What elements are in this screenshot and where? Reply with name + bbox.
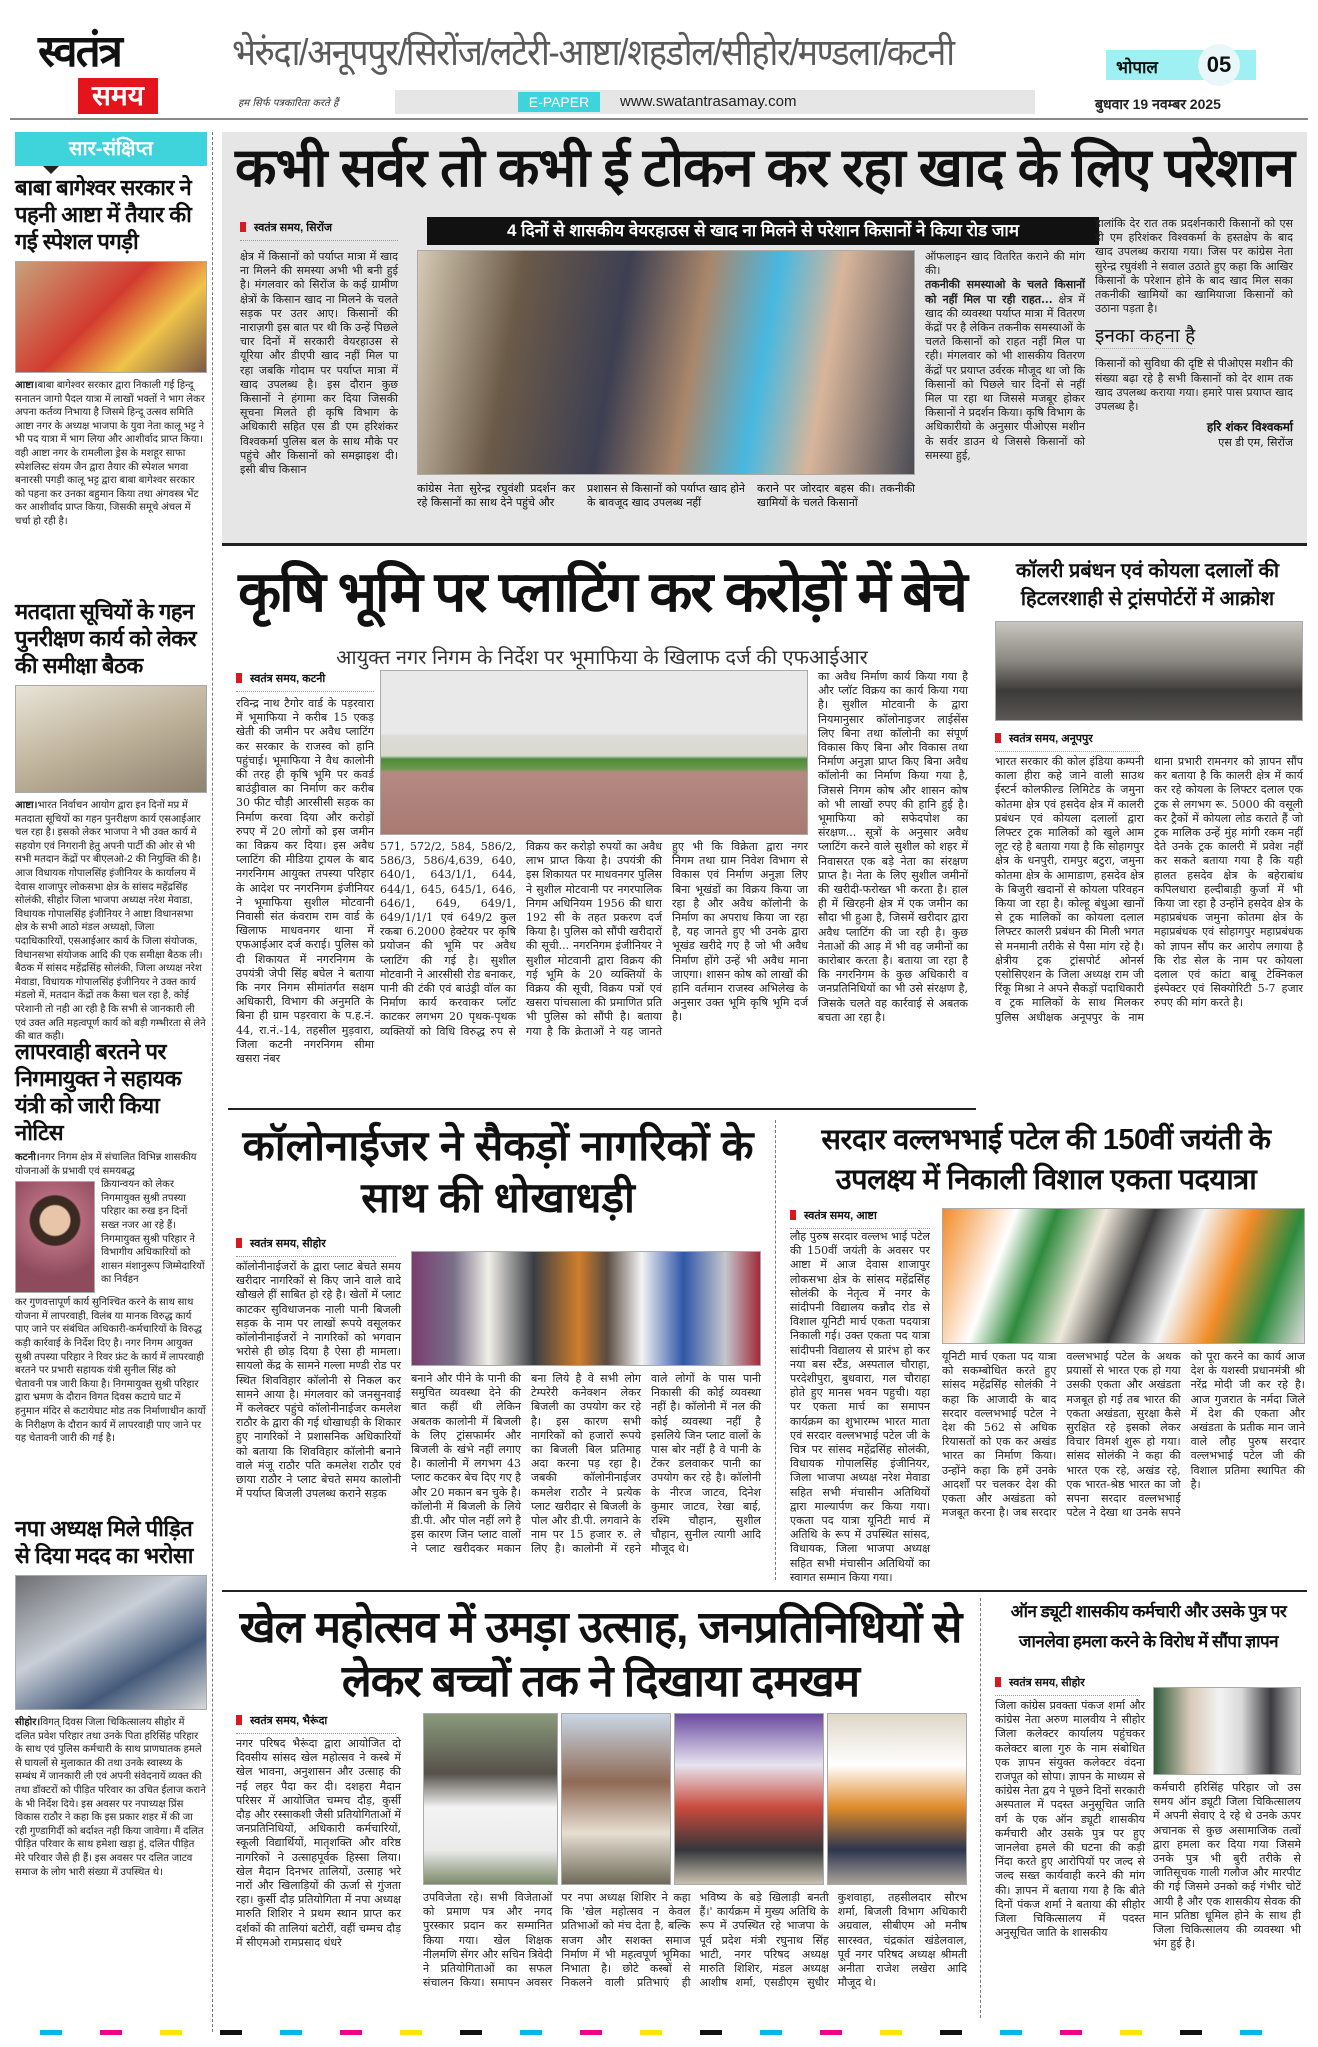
byline: स्वतंत्र समय, सीहोर <box>995 1675 1140 1696</box>
issue-date: बुधवार 19 नवम्बर 2025 <box>1095 96 1221 112</box>
edition-city: भोपाल <box>1116 58 1158 77</box>
quote-title: एस डी एम, सिरोंज <box>1218 436 1293 450</box>
brief-body: कर गुणवत्तापूर्ण कार्य सुनिश्चित करने के साथ साथ योजना में लापरवाही, विलंब या मानक विरुद्ध कार्य पाए जाने पर संबंधित अधिकारी-कर्मचारियों के विरुद्ध कड़ी कार्रवाई के निर्देश दिए है। नगर निगम आयुक्त सुश्री तपस्या परिहार ने रिवर फ्रंट के कार्य में लापरवाही बरतने पर प्रभारी सहायक यंत्री सुनील सिंह को चेतावनी पत्र जारी किया है। निगमायुक्त सुश्री परिहार द्वारा भ्रमण के दौरान विगत दिवस कटाये घाट में हनुमान मंदिर से कटायेघाट मोड तक निर्माणाधीन कार्यो के निरीक्षण के दौरान कार्य में लापरवाही पाए जाने पर यह चेतावनी जारी की गई है। <box>15 1297 206 1445</box>
brief-story <box>15 598 207 1044</box>
brief-dateline: सीहोर। <box>15 1717 41 1728</box>
krishi-col-right: का अवैध निर्माण कार्य किया गया है और प्लॉट विक्रय का कार्य किया गया है। सुशील मोटवानी के द्वारा नियमानुसार कॉलोनाइजर लाईसेंस लिए बिना तथा कॉलोनी का संपूर्ण विकास किए बिना और विकास तथा निर्माण अनुज्ञा प्राप्त किए बिना अवैध कॉलोनी का निर्माण किया गया है, जिससे निगम कोष और शासन कोष को भी लाखों रुपए की हानि हुई है। भूमाफिया को सफेदपोश का संरक्षण... सूत्रों के अनुसार अवैध प्लाटिंग करने वाले सुशील को शहर में निवासरत एक बड़े नेता का संरक्षण प्राप्त है। नेता के लिए सुशील जमीनों की खरीदी-फरोख्त भी करता है। हाल ही में खिरहनी क्षेत्र में एक जमीन का सौदा भी हुआ है, जिसमें खरीदार द्वारा अवैध प्लाटिंग की जा रही है। कुछ नेताओं की आड़ में भी वह जमीनों का कारोबार करता है। बताया जा रहा है कि नगरनिगम के कुछ अधिकारी व जनप्रतिनिधियों का भी उसे संरक्षण है, जिसके चलते वह कार्रवाई से अबतक बचता आ रहा है। <box>818 670 968 1024</box>
masthead-rule <box>10 118 1308 120</box>
brief-dateline: आष्टा। <box>15 800 38 811</box>
top-subhead: 4 दिनों से शासकीय वेयरहाउस से खाद ना मिलने से परेशान किसानों ने किया रोड जाम <box>427 217 1099 245</box>
duty-headline: ऑन ड्यूटी शासकीय कर्मचारी और उसके पुत्र पर जानलेवा हमला करने के विरोध में सौंपा ज्ञापन <box>1010 1602 1287 1651</box>
section-rule <box>222 1590 1307 1592</box>
brief-story <box>15 1515 207 1879</box>
khel-col1: नगर परिषद भैरूंदा द्वारा आयोजित दो दिवसीय सांसद खेल महोत्सव ने कस्बे में खेल भावना, अनुशासन और उत्साह की नई लहर पैदा कर दी। दशहरा मैदान परिसर में आयोजित चम्मच दौड़, कुर्सी दौड़ और रस्साकशी जैसी प्रतियोगिताओं में जनप्रतिनिधियों, अधिकारी कर्मचारियों, स्कूली विद्यार्थियों, मातृशक्ति और वरिष्ठ नागरिकों ने उत्साहपूर्वक हिस्सा लिया। खेल मैदान दिनभर तालियों, उत्साह भरे नारों और खिलाड़ियों की ऊर्जा से गुंजता रहा। कुर्सी दौड़ प्रतियोगिता में नपा अध्यक्ष मारुति शिशिर ने प्रथम स्थान प्राप्त कर दर्शकों की तालियां बटोरीं, वहीं चम्मच दौड़ में सीएमओ रामप्रसाद धंधरे <box>236 1737 401 1949</box>
photo-meeting <box>15 685 207 793</box>
col2-lead: ऑफलाइन खाद वितरित कराने की मांग की। <box>925 250 1085 278</box>
photo-prize-distribution <box>674 1713 824 1885</box>
quote-text: किसानों को सुविधा की दृष्टि से पीओएस मशीन की संख्या बढ़ा रहे है सभी किसानों को देर शाम तक खाद उपलब्ध कराया गया। हमारे पास प्रयाप्त खाद उपलब्ध है। <box>1095 357 1293 414</box>
colonizer-story <box>228 1118 768 1588</box>
epaper-label: E-PAPER <box>518 92 600 112</box>
photo-caption: कांग्रेस नेता सुरेन्द्र रघुवंशी प्रदर्शन कर रहे किसानों का साथ देने पहुंचे और <box>417 482 575 509</box>
sidebar-divider <box>212 132 213 2032</box>
photo-caption: कराने पर जोरदार बहस की। तकनीकी खामियों के चलते किसानों <box>757 482 915 509</box>
coal-body: भारत सरकार की कोल इंडिया कम्पनी काला हीरा कहे जाने वाली साउथ ईस्टर्न कोलफील्ड लिमिटेड के जमुना कोतमा क्षेत्र एवं हसदेव क्षेत्र में कालरी प्रबंधन एवं कोयला दलालों द्वारा लिफ्टर ट्रक मालिकों को खुले आम लूट रहे है बताया गया है कि सोहागपुर क्षेत्र के धनपुरी, रामपुर बटुरा, जमुना कोतमा क्षेत्र के आमाडाण, हसदेव क्षेत्र के बिजुरी खदानों से कोयला परिवहन किया जा रहा है। कोल्हू बंधुआ खानों से ट्रक मालिकों का कोयला दलाल लिफ्टर कालरी प्रबंधन की मिली भगत से मनमानी तरीके से पैसा मांग रहे है। क्षेत्रीय ट्रक ट्रांसपोर्ट ओनर्स एसोसिएशन के जिला अध्यक्ष राम जी रिंकू मिश्रा ने अपने सैकड़ों पदाधिकारी व ट्रक मालिकों के साथ मिलकर पुलिस अधीक्षक अनूपपुर के नाम थाना प्रभारी रामनगर को ज्ञापन सौंप कर बताया है कि कालरी क्षेत्र में कार्य कर रहे कोयला के लिफ्टर दलाल एक ट्रक से लगभग रू. 5000 की वसूली कर ट्रैकों में कोयला लोड कराते हैं जो ट्रक मालिक उन्हें मुंह मांगी रकम नहीं देते उनके ट्रक कालरी में प्रवेश नहीं कर सकते बताया गया है कि यही हालत हसदेव क्षेत्र के बहेराबांध कपिलधारा हल्दीबाड़ी कुर्जा में भी किया जा रहा है उन्होंने हसदेव क्षेत्र के महाप्रबंधक जमुना कोतमा क्षेत्र के महाप्रबंधक एवं सोहागपुर महाप्रबंधक को ज्ञापन सौंप कर आरोप लगाया है कि रोड सेल के नाम पर कोयला दलाल एवं कांटा बाबू टेक्निकल इंस्पेक्टर एवं सिक्योरिटी 5-7 हजार रुपए की मांग करते है। <box>995 755 1303 1024</box>
logo-top-text: स्वतंत्र <box>38 27 121 76</box>
column-divider <box>775 1120 776 1580</box>
patel-story <box>785 1118 1307 1588</box>
top-col2 <box>925 250 1085 463</box>
byline: स्वतंत्र समय, भैरूंदा <box>236 1713 396 1734</box>
col3-body: हालांकि देर रात तक प्रदर्शनकारी किसानों को एस डी एम हरिशंकर विश्वकर्मा के हस्तक्षेप के बाद खाद उपलब्ध कराया गया। जिस पर कांग्रेस नेता सुरेन्द्र रघुवंशी ने सवाल उठाते हुए कहा कि आखिर किसानों के परेशान होने के बाद खाद मिल सका तकनीकी खामियों का खामियाजा किसानों को उठाना पड़ता है। <box>1095 217 1293 316</box>
website-link[interactable]: www.swatantrasamay.com <box>620 93 797 110</box>
brief-body: बाबा बागेश्वर सरकार द्वारा निकाली गई हिन्दू सनातन जागो पैदल यात्रा में लाखों भक्तों ने भाग लेकर अपना कर्तव्य निभाया है जिसमे हिन्दू उत्सव समिति आष्टा नगर के अध्यक्ष भाजपा के युवा नेता कालू भट्ट ने भी पद यात्रा में भाग लिया और आशीर्वाद प्राप्त किया। वही आष्टा नगर के रामलीला ड्रेस के मशहूर साफा स्पेशलिस्ट संयम जैन द्वारा तैयार की स्पेशल भगवा बनारसी पगड़ी कालू भट्ट द्वारा बाबा बागेश्वर सरकार को पहना कर उनका बहुमान किया तथा अंगवस्त्र भेंट कर आशीर्वाद प्राप्त किया, जिसकी समूचे अंचल में चर्चा हो रही है। <box>15 380 205 527</box>
photo-bageshwar <box>15 261 207 373</box>
duty-story <box>990 1595 1307 2025</box>
brief-dateline: आष्टा। <box>15 380 38 391</box>
column-divider <box>980 1598 981 2018</box>
masthead <box>0 0 1318 125</box>
brief-story <box>15 1038 207 1446</box>
krishi-headline: कृषि भूमि पर प्लाटिंग कर करोड़ों में बेचे <box>238 560 966 623</box>
top-col3 <box>1095 217 1293 450</box>
top-story <box>222 132 1307 546</box>
brief-body: विगत् दिवस जिला चिकित्सालय सीहोर में दलित प्रवेश परिहार तथा उनके पिता हरिसिंह परिहार के साथ एवं पुलिस कर्मचारी के साथ प्राणघातक हमले से घायलों से मुलाकात की तथा उनके स्वास्थ्य के सम्बंध में जानकारी ली एवं अपनी संवेदनायें व्यक्त की तथा डॉक्टरों को पीड़ित परिवार का उचित ईलाज कराने के भी निर्देश दिये। इस अवसर पर नपाध्यक्ष प्रिंस विकास राठौर ने कहा कि इस प्रकार शहर में की जा रही गुण्डागिर्दी को बर्दाश्त नही किया जावेगा। मैं दलित पीड़ित परिवार के साथ हमेशा खड़ा हुं, दलित पीड़ित मेरे परिवार जैसे ही हैं। इस अवसर पर दलित जाटव समाज के लोग भारी संख्या में उपस्थित थे। <box>15 1717 206 1878</box>
byline: स्वतंत्र समय, सीहोर <box>236 1236 396 1257</box>
brief-body-wrap: क्रियान्वयन को लेकर निगमायुक्त सुश्री तपस्या परिहार का रुख इन दिनों सख्त नजर आ रहे हैं। निगमायुक्त सुश्री परिहार ने विभागीय अधिकारियों को शासन मंशानुरूप जिम्मेदारियों का निर्वहन <box>101 1179 205 1286</box>
top-headline: कभी सर्वर तो कभी ई टोकन कर रहा खाद के लिए परेशान <box>235 138 1294 198</box>
coal-headline: कॉलरी प्रबंधन एवं कोयला दलालों की हिटलरशाही से ट्रांसपोर्टरों में आक्रोश <box>1015 560 1280 610</box>
byline: स्वतंत्र समय, अनूपपुर <box>995 731 1140 752</box>
byline: स्वतंत्र समय, सिरोंज <box>240 220 398 241</box>
photo-farmers-protest <box>417 250 915 475</box>
logo-bottom-text: समय <box>78 78 158 114</box>
khel-story <box>228 1595 973 2025</box>
brief-body-top: नगर निगम क्षेत्र में संचालित विभिन्न शासकीय योजनाओं के प्रभावी एवं समयबद्ध <box>15 1152 197 1177</box>
brief-dateline: कटनी। <box>15 1152 40 1163</box>
colonizer-col1: कॉलोनीनाईजरों के द्वारा प्लाट बेचते समय खरीदार नागरिकों से किए जाने वाले वादे खौखले हीं साबित हो रहे है। खेतों में प्लाट काटकर सुविधाजनक नाली पानी बिजली सड़क के नाम पर लाखों रूपये वसूलकर कॉलोनीनाईजरों ने नागरिकों को भगवान भरोसे ही छोड़ दिया है ऐसा ही मामला। सायलो केंद्र के सामने गल्ला मण्डी रोड पर स्थित शिवविहार कॉलोनी से निकल कर सामने आया है। मंगलवार को जनसुनवाई में कलेक्टर पहुंचे कॉलोनीनाईजर कमलेश राठौर के द्वारा की गई धोखाधड़ी के शिकार हुए नागरिकों ने प्रशासनिक अधिकारियों को बताया कि शिवविहार कॉलोनी बनाने वाले मंजू राठौर पति कमलेश राठौर एवं छाया राठौर ने प्लाट बेचते समय कालोनी में पर्याप्त बिजली उपलब्ध कराने सड़क <box>236 1260 401 1501</box>
brief-body: भारत निर्वाचन आयोग द्वारा इन दिनों मप्र में मतदाता सूचियों का गहन पुनरीक्षण कार्य एसआईआर चल रहा है। इसको लेकर भाजपा ने भी उक्त कार्य मे सहयोग एवं निगरानी हेतु अपनी पार्टी की ओर से भी सभी मतदान केंद्रों पर बीएलओ-2 की नियुक्ति की है। आज विधायक गोपालसिंह इंजीनियर के कार्यालय में देवास शाजापुर लोकसभा क्षेत्र के सांसद महेंद्रसिंह सोलंकी, सीहोर जिला भाजपा अध्यक्ष नरेश मेवाडा, विधायक गोपालसिंह इंजीनियर ने आष्टा विधानसभा क्षेत्र के सभी आठो मंडल अध्यक्षो, जिला पदाधिकारियों, एसआईआर कार्य के जिला संयोजक, विधानसभा संयोजक आदि की एक समीक्षा बैठक ली। बैठक में सांसद महेंद्रसिंह सोलंकी, जिला अध्यक्ष नरेश मेवाडा, विधायक गोपालसिंह इंजीनियर ने उक्त कार्य मंडलो में, मतदान केंद्रों तक कैसा चल रहा है, कोई परेशानी तो नही आ रही है कि सभी से जानकारी ली एवं उक्त अति महत्वपूर्ण कार्य को बड़ी गम्भीरता से लेने की बात कही। <box>15 800 206 1043</box>
brief-headline: नपा अध्यक्ष मिले पीड़ित से दिया मदद का भरोसा <box>15 1516 194 1568</box>
photo-hospital <box>15 1575 207 1710</box>
colonizer-under-photo: बनाने और पीने के पानी की समुचित व्यवस्था देने की बात कहीं थी लेकिन अबतक कालोनी में बिजली के लिए ट्रांसफार्मर और बिजली के खंभे नहीं लगाए है। कालोनी में लगभग 43 प्लाट कटकर बेच दिए गए है और 20 मकान बन चुके है। कॉलोनी में बिजली के लिये डी.पी. और पोल नहीं लगे है इस कारण जिन प्लाट वालों ने प्लाट खरीदकर मकान बना लिये है वे सभी लोग टेम्परेरी कनेक्शन लेकर बिजली का उपयोग कर रहे है। इस कारण सभी नागरिकों को हजारों रूपये का बिजली बिल प्रतिमाह अदा करना पड़ रहा है। जबकी कॉलोनीनाईजर कमलेश राठौर ने प्रत्येक प्लाट खरीदार से बिजली के पोल और डी.पी. लगवाने के नाम पर 15 हजार रु. ले लिए है। कालोनी में रहने वाले लोगों के पास पानी निकासी की कोई व्यवस्था नहीं है। कॉलोनी में नल की कोई व्यवस्था नहीं है इसलिये जिन प्लाट वालों के पास बोर नहीं है वे पानी के टेंकर डलवाकर पानी का उपयोग कर रहे है। कॉलोनी के नीरज जाटव, दिनेश कुमार जाटव, रेखा बाई, रश्मि चौहान, सुशील चौहान, सुनील त्यागी आदि मौजूद थे। <box>411 1372 761 1556</box>
brief-headline: मतदाता सूचियों के गहन पुनरीक्षण कार्य को लेकर की समीक्षा बैठक <box>15 599 197 678</box>
photo-memorandum <box>1153 1687 1301 1775</box>
col2-subhead: तकनीकी समस्याओ के चलते किसानों को नहीं मिल पा रही राहत... <box>925 278 1085 306</box>
brief-story <box>15 174 207 529</box>
photo-caption: प्रशासन से किसानों को पर्याप्त खाद होने के बावजूद खाद उपलब्ध नहीं <box>587 482 745 509</box>
edition-badge <box>1106 50 1256 80</box>
photo-unity-march <box>942 1208 1305 1344</box>
krishi-under-photo: 571, 572/2, 584, 586/2, 586/3, 586/4,639, 640, 640/1, 643/1/1, 644, 644/1, 645, 645/1, 646, 646/1, 649, 649/1, 649/1/1/1 एवं 649/2 कुल रकबा 6.2000 हेक्टेयर पर कृषि प्रयोजन की भूमि पर अवैध प्लाटिंग की गई है। सुशील मोटवानी ने आरसीसी रोड बनाकर, पानी की टंकी एवं बाउंड्री वॉल का निर्माण कार्य करवाकर प्लॉट काटकर लगभग 20 पृथक-पृथक व्यक्तियों को विधि विरुद्ध रुप से विक्रय कर करोड़ो रुपयों का अवैध लाभ प्राप्त किया है। उपयंत्री की इस शिकायत पर माधवनगर पुलिस ने सुशील मोटवानी पर नगरपालिक निगम अधिनियम 1956 की धारा 192 सी के तहत प्रकरण दर्ज किया है। पुलिस को सौंपी खरीदारों की सूची... नगरनिगम इंजीनियर ने सुशील मोटवानी द्वारा विक्रय की गई भूमि के 20 व्यक्तियों के विक्रय की सूची, विक्रय पत्रों एवं खसरा पांचसाला की प्रमाणित प्रति भी पुलिस को सौंपी है। बताया गया है कि क्रेताओं ने यह जानते हुए भी कि विक्रेता द्वारा नगर निगम तथा ग्राम निवेश विभाग से विकास एवं निर्माण अनुज्ञा लिए बिना भूखंडों का विक्रय किया जा रहा है और अवैध कॉलोनी के निर्माण का अपराध किया जा रहा है, यह जानते हुए भी उनके द्वारा भूखंड खरीदे गए है जो भी अवैध निर्माण होंगे उन्हें भी अवैध माना जाएगा। शासन कोष को लाखों की हानि वर्तमान राजस्व अभिलेख के अनुसार उक्त भूमि कृषि भूमि दर्ज है। <box>380 840 808 1038</box>
section-label <box>15 132 207 166</box>
color-registration-strip <box>40 2030 1280 2035</box>
byline: स्वतंत्र समय, कटनी <box>236 671 374 692</box>
quote-name: हरि शंकर विश्वकर्मा <box>1206 420 1293 435</box>
photo-residents <box>411 1251 761 1366</box>
brief-headline: बाबा बागेश्वर सरकार ने पहनी आष्टा में तैयार की गई स्पेशल पगड़ी <box>15 175 192 254</box>
photo-sports-event <box>561 1713 671 1885</box>
photo-plotting-road <box>380 670 808 835</box>
quote-heading: इनका कहना है <box>1095 322 1195 349</box>
logo <box>38 28 166 116</box>
krishi-story <box>228 555 976 1110</box>
regions-title: भेरुंदा/अनूपपुर/सिरोंज/लटेरी-आष्टा/शहडोल/सीहोर/मण्डला/कटनी <box>232 32 954 73</box>
patel-under-photo: यूनिटी मार्च एकता पद यात्रा को सकम्बोधित करते हुए सांसद महेंद्रसिंह सोलंकी ने कहा कि आजादी के बाद सरदार वल्लभभाई पटेल ने देश की 562 से अधिक रियासतों को एक कर अखंड भारत का निर्माण किया। उन्होंने कहा कि हमें उनके आदर्शों पर चलकर देश की एकता और अखंडता को मजबूत करना है। जब सरदार वल्लभभाई पटेल के अथक प्रयासों से भारत एक हो गया उसकी एकता और अखंडता मजबूत हो गई तब भारत की एकता अखंडता, सुरक्षा कैसे सुरक्षित रहे इसको लेकर विचार विमर्श शुरू हो गया। सांसद सोलंकी ने कहा की भारत एक रहे, अखंड रहे, एक भारत-श्रेष्ठ भारत का जो सपना सरदार वल्लभभाई पटेल ने देखा था उनके सपने को पूरा करने का कार्य आज देश के यशस्वी प्रधानमंत्री श्री नरेंद्र मोदी जी कर रहे है। आज गुजरात के नर्मदा जिले में देश की एकता और अखंडता के प्रतीक मान जाने वाले लौह पुरुष सरदार वल्लभभाई पटेल जी की विशाल प्रतिमा स्थापित की है। <box>942 1350 1305 1520</box>
top-col1: क्षेत्र में किसानों को पर्याप्त मात्रा में खाद ना मिलने की समस्या अभी भी बनी हुई है। मंगलवार को सिरोंज के कई ग्रामीण क्षेत्रों के किसान खाद ना मिलने के चलते सड़क पर उतर आए। किसानों की नाराज़गी इस बात पर थी कि उन्हें पिछले चार दिनों में सरकारी वेयरहाउस से यूरिया और डीएपी खाद नहीं मिल पा रहा जबकि गोदाम पर पर्याप्त मात्रा में खाद उपलब्ध है। इस दौरान कुछ किसानों ने हंगामा कर दिया जिसकी सूचना मिलते ही कृषि विभाग के अधिकारी सहित एस डी एम हरिशंकर विश्वकर्मा पुलिस बल के साथ मौके पर पहुंचे और किसानों को समझाइश दी। इसी बीच किसान <box>240 250 398 477</box>
krishi-subhead: आयुक्त नगर निगम के निर्देश पर भूमाफिया के खिलाफ दर्ज की एफआईआर <box>336 647 868 669</box>
photo-commissioner <box>15 1181 95 1293</box>
krishi-col1: रविन्द्र नाथ टैगोर वार्ड के पड़रवारा में भूमाफिया ने करीब 15 एकड़ खेती की जमीन पर अवैध प्लाटिंग कर सरकार के राजस्व को हानि पहुंचाई। भूमाफिया ने वैध कालोनी की तरह ही कृषि भूमि पर कवर्ड बाउंड्रीवाल का निर्माण कर करीब 30 फीट चौड़ी आरसीसी सड़क का निर्माण करवा दिया और करोड़ों रुपए में 20 लोगों को इस जमीन का विक्रय कर दिया। इस अवैध प्लाटिंग की मीडिया ट्रायल के बाद नगरनिगम आयुक्त तपस्या परिहार के आदेश पर नगरनिगम इंजीनियर ने भूमाफिया सुशील मोटवानी निवासी संत कंवराम राम वार्ड के खिलाफ माधवनगर थाना में एफआईआर दर्ज कराई। पुलिस को दी शिकायत में नगरनिगम के उपयंत्री जेपी सिंह बघेल ने बताया कि नगर निगम सीमांतर्गत सक्षम अधिकारी, विभाग की अनुमति के बिना ही ग्राम पड़रवारा के प.ह.नं. 44, रा.नं.-14, तहसील मुड़वारा, जिला कटनी नगरनिगम सीमा खसरा नंबर <box>236 697 374 1066</box>
patel-headline: सरदार वल्लभभाई पटेल की 150वीं जयंती के उपलक्ष्य में निकाली विशाल एकता पदयात्रा <box>821 1124 1271 1196</box>
pointer-icon <box>43 166 59 174</box>
khel-under-photos: उपविजेता रहे। सभी विजेताओं को प्रमाण पत्र और नगद पुरस्कार प्रदान कर सम्मानित किया गया। खेल शिक्षक नीलमणि सेंगर और सचिन त्रिवेदी ने प्रतियोगिताओं का सफल संचालन किया। समापन अवसर पर नपा अध्यक्ष शिशिर ने कहा कि 'खेल महोत्सव न केवल प्रतिभाओं को मंच देता है, बल्कि सजग और सशक्त समाज निर्माण में भी महत्वपूर्ण भूमिका निभाता है। छोटे कस्बों से निकलने वाली प्रतिभाएं ही भविष्य के बड़े खिलाड़ी बनती हैं।' कार्यक्रम में मुख्य अतिथि के रूप में उपस्थित रहे भाजपा के पूर्व प्रदेश मंत्री रघुनाथ सिंह भाटी, नगर परिषद अध्यक्ष मारुति शिशिर, मंडल अध्यक्ष आशीष शर्मा, एसडीएम सुधीर कुशवाहा, तहसीलदार सौरभ शर्मा, बिजली विभाग अधिकारी अग्रवाल, सीबीएम ओ मनीष सारस्वत, चंद्रकांत खंडेलवाल, पूर्व नगर परिषद अध्यक्ष श्रीमती अनीता राजेश लखेरा आदि मौजूद थे। <box>423 1891 967 1990</box>
photo-winners <box>827 1713 967 1885</box>
section-label-text: सार-संक्षिप्त <box>68 138 154 160</box>
colonizer-headline: कॉलोनाईजर ने सैकड़ों नागरिकों के साथ की धोखाधड़ी <box>242 1122 754 1221</box>
col2-body: क्षेत्र में खाद की व्यवस्था पर्याप्त मात्रा में वितरण केंद्रों पर है लेकिन तकनीक समस्याओं के चलते किसानों को राहत नहीं मिल पा रही। मंगलवार को भी शासकीय वितरण केंद्रों पर प्रयाप्त उर्वरक मौजूद था जो कि किसानों को पिछले चार दिनों से नहीं मिल पा रहा था जिससे मजबूर होकर किसानों ने प्रदर्शन किया। कृषि विभाग के अधिकारीयो के अनुसार पीओएस मशीन के सर्वर डाउन थे जिससे किसानों को समस्या हुई, <box>925 292 1086 462</box>
photo-guests-stage <box>423 1713 558 1885</box>
coal-story <box>990 555 1305 1110</box>
page-number: 05 <box>1198 44 1240 86</box>
patel-col1: लौह पुरुष सरदार वल्लभ भाई पटेल की 150वीं जयंती के अवसर पर आष्टा में आज देवास शाजापुर लोकसभा क्षेत्र के सांसद महेंद्रसिंह सोलंकी के नेतृत्व में नगर के सांदीपनी विद्यालय कन्नौद रोड से विशाल यूनिटी मार्च एकता पदयात्रा निकाली गई। उक्त एकता पद यात्रा सांदीपनी विद्यालय से प्रारंभ हो कर नया बस स्टैंड, अस्पताल चौराहा, परदेशीपुरा, बुधवारा, गल चौराहा होते हुए मानस भवन पहुची। यहा पर एकता मार्च का समापन कार्यक्रम का शुभारम्भ भारत माता एवं सरदार वल्लभभाई पटेल जी के चित्र पर सांसद महेंद्रसिंह सोलंकी, विधायक गोपालसिंह इंजीनियर, जिला भाजपा अध्यक्ष नरेश मेवाडा सहित सभी मंचासीन अतिथियों द्वारा माल्यार्पण कर किया गया। एकता पद यात्रा यूनिटी मार्च में अतिथि के रूप में उपस्थित सांसद, विधायक, जिला भाजपा अध्यक्ष सहित सभी मंचासीन अतिथियों का स्वागत सम्मान किया गया। <box>790 1230 930 1584</box>
byline: स्वतंत्र समय, आष्टा <box>790 1208 930 1229</box>
sidebar <box>15 132 207 2022</box>
khel-headline: खेल महोत्सव में उमड़ा उत्साह, जनप्रतिनिधियों से लेकर बच्चों तक ने दिखाया दमखम <box>239 1603 962 1706</box>
brief-headline: लापरवाही बरतने पर निगमायुक्त ने सहायक यंत्री को जारी किया नोटिस <box>15 1039 182 1145</box>
photo-coal-yard <box>995 621 1303 721</box>
duty-col1: जिला कांग्रेस प्रवक्ता पंकज शर्मा और कांग्रेस नेता अरुण मालवीय ने सीहोर जिला कलेक्टर कार्यालय पहुंचकर कलेक्टर बाला गुरु के नाम संबोधित एक ज्ञापन संयुक्त कलेक्टर वंदना राजपूत को सोपा। ज्ञापन के माध्यम से कांग्रेस नेता द्वय ने पूछने दिनों सरकारी अस्पताल में पदस्त अनुसूचित जाति वर्ग के एक ऑन ड्यूटी शासकीय कर्मचारी और उसके पुत्र पर हुए जानलेवा हमले की घटना की कड़ी निंदा करते हुए आरोपियों पर जल्द से जल्द सख्त कार्यवाही करने की मांग की। ज्ञापन में बताया गया है कि बीते दिनों पंकज शर्मा ने बताया की सीहोर जिला चिकित्सालय में पदस्त अनुसूचित जाति के शासकीय <box>995 1699 1145 1940</box>
duty-col2: कर्मचारी हरिसिंह परिहार जो उस समय ऑन ड्यूटी जिला चिकित्सालय में अपनी सेवाए दे रहे थे उनके ऊपर अचानक से कुछ असामाजिक तत्वों द्वारा हमला कर दिया गया जिसमे उनके पुत्र भी बुरी तरीके से जातिसूचक गाली गलौज और मारपीट की गई जिसमे उनको कई गंभीर चोटें आयी है और एक शासकीय सेवक की मान प्रतिष्ठा धूमिल होने के साथ ही जिला चिकित्सालय की व्यवस्था भी भंग हुई है। <box>1153 1781 1301 1951</box>
tagline: हम सिर्फ पत्रकारिता करते हैं <box>238 98 339 109</box>
